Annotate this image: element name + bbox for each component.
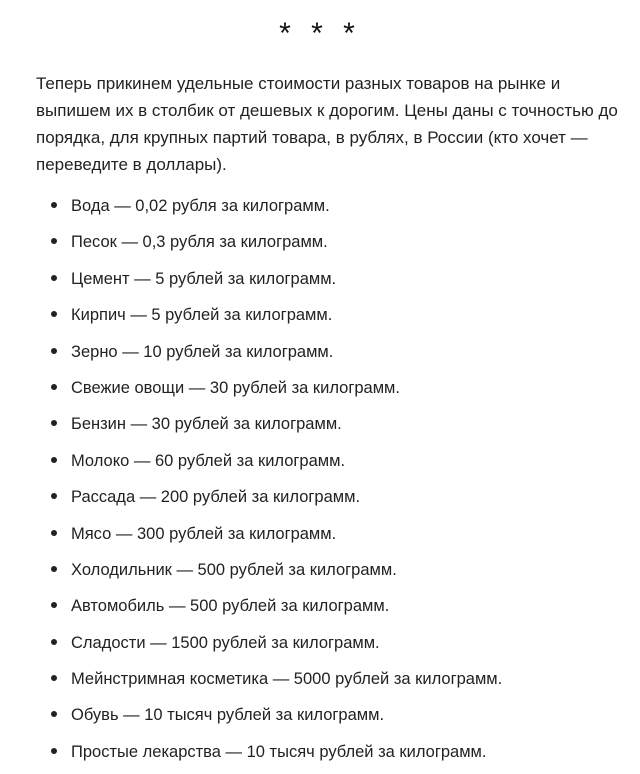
list-item-text: Молоко — 60 рублей за килограмм. xyxy=(71,451,346,470)
list-item-text: Автомобиль — 500 рублей за килограмм. xyxy=(71,597,390,616)
list-item xyxy=(0,446,640,482)
bullet-icon xyxy=(51,748,57,754)
list-item xyxy=(0,664,640,700)
list-item xyxy=(0,373,640,409)
list-item xyxy=(0,591,640,627)
bullet-icon xyxy=(51,675,57,681)
list-item-text: Песок — 0,3 рубля за килограмм. xyxy=(71,233,328,252)
list-item xyxy=(0,227,640,263)
list-item-text: Кирпич — 5 рублей за килограмм. xyxy=(71,306,333,325)
list-item-text: Зерно — 10 рублей за килограмм. xyxy=(71,342,334,361)
list-item-text: Мясо — 300 рублей за килограмм. xyxy=(71,524,337,543)
bullet-icon xyxy=(51,602,57,608)
list-item-text: Бензин — 30 рублей за килограмм. xyxy=(71,415,342,434)
list-item xyxy=(0,191,640,227)
section-separator: * * * xyxy=(279,17,361,50)
bullet-icon xyxy=(51,202,57,208)
list-item xyxy=(0,737,640,773)
list-item-text: Вода — 0,02 рубля за килограмм. xyxy=(71,197,330,215)
intro-paragraph: Теперь прикинем удельные стоимости разных товаров на рынке и выпишем их в столбик от дешевых к дорогим. Цены даны с точностью до порядка, для крупных партий товара, в рублях, в России (кто хочет — переведите в доллары). xyxy=(36,74,618,174)
list-item-text: Цемент — 5 рублей за килограмм. xyxy=(71,269,337,288)
bullet-icon xyxy=(51,711,57,717)
bullet-icon xyxy=(51,348,57,354)
list-item-text: Мейнстримная косметика — 5000 рублей за килограмм. xyxy=(71,670,503,689)
list-item-text: Сладости — 1500 рублей за килограмм. xyxy=(71,633,380,652)
bullet-icon xyxy=(51,420,57,426)
list-item xyxy=(0,519,640,555)
bullet-icon xyxy=(51,566,57,572)
list-item xyxy=(0,409,640,445)
list-item xyxy=(0,628,640,664)
list-item xyxy=(0,482,640,518)
price-list xyxy=(0,191,640,773)
list-item-text: Простые лекарства — 10 тысяч рублей за килограмм. xyxy=(71,742,487,761)
list-item-text: Холодильник — 500 рублей за килограмм. xyxy=(71,560,397,579)
list-item-text: Рассада — 200 рублей за килограмм. xyxy=(71,488,361,507)
bullet-icon xyxy=(51,530,57,536)
bullet-icon xyxy=(51,493,57,499)
bullet-icon xyxy=(51,275,57,281)
list-item xyxy=(0,337,640,373)
list-item xyxy=(0,300,640,336)
bullet-icon xyxy=(51,384,57,390)
list-item xyxy=(0,555,640,591)
list-item xyxy=(0,700,640,736)
bullet-icon xyxy=(51,311,57,317)
bullet-icon xyxy=(51,238,57,244)
list-item-text: Свежие овощи — 30 рублей за килограмм. xyxy=(71,378,400,397)
bullet-icon xyxy=(51,457,57,463)
list-item-text: Обувь — 10 тысяч рублей за килограмм. xyxy=(71,706,385,725)
bullet-icon xyxy=(51,639,57,645)
list-item xyxy=(0,264,640,300)
